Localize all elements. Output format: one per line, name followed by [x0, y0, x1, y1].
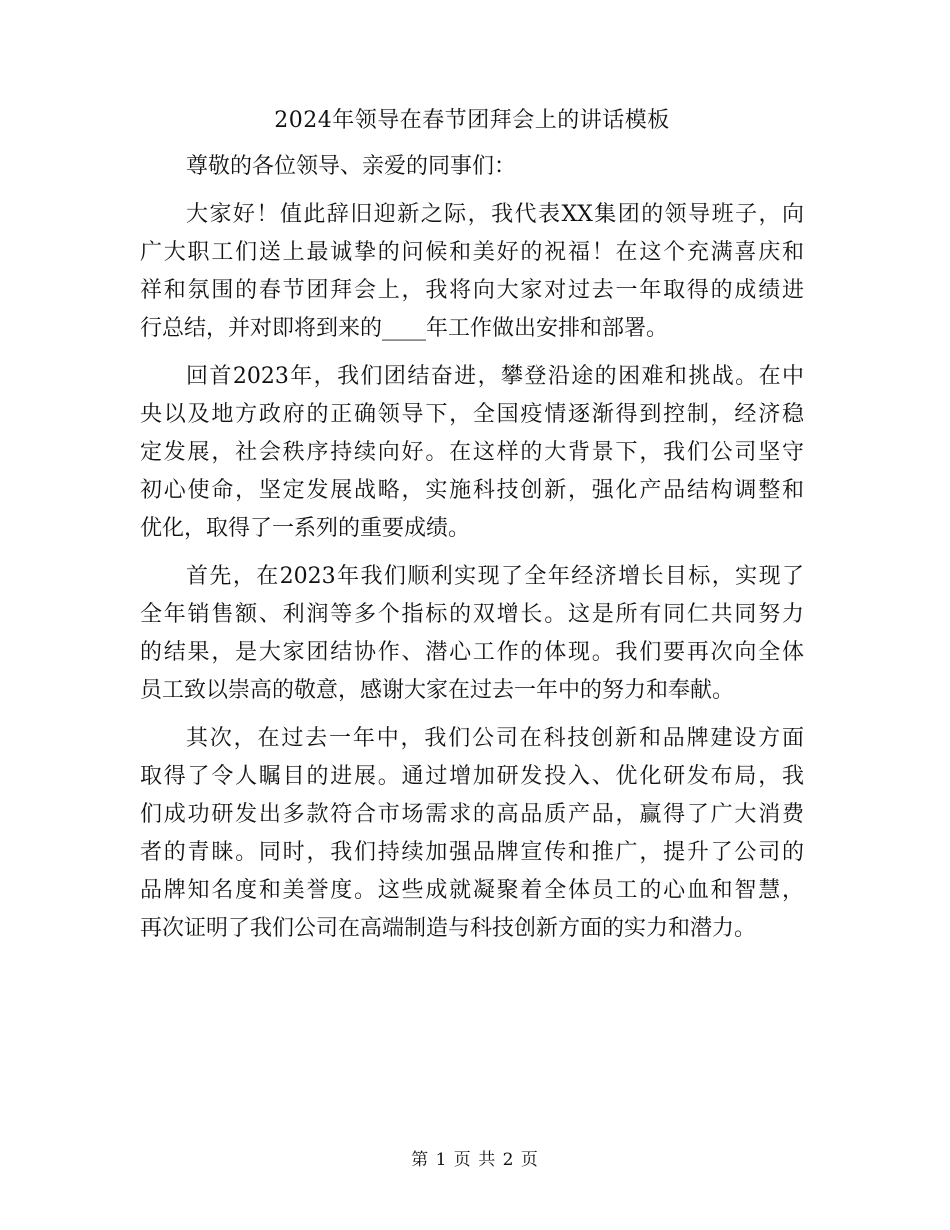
document-body [140, 100, 804, 948]
paragraph-line: 初心使命，坚定发展战略，实施科技创新，强化产品结构调整和 [140, 478, 804, 503]
paragraph-line: 其次，在过去一年中，我们公司在科技创新和品牌建设方面 [186, 726, 804, 751]
paragraph-1 [140, 186, 804, 348]
paragraph-line: 祥和氛围的春节团拜会上，我将向大家对过去一年取得的成绩进 [140, 278, 804, 303]
paragraph-line: 再次证明了我们公司在高端制造与科技创新方面的实力和潜力。 [140, 916, 757, 941]
paragraph-2 [140, 348, 804, 548]
paragraph-line: 首先，在2023年我们顺利实现了全年经济增长目标，实现了 [186, 564, 804, 589]
paragraph-line: 优化，取得了一系列的重要成绩。 [140, 516, 471, 541]
paragraph-line: 央以及地方政府的正确领导下，全国疫情逐渐得到控制，经济稳 [140, 402, 804, 427]
paragraph-line: 定发展，社会秩序持续向好。在这样的大背景下，我们公司坚守 [140, 440, 804, 465]
paragraph-line: 者的青睐。同时，我们持续加强品牌宣传和推广，提升了公司的 [140, 840, 804, 865]
page-number-footer: 第 1 页 共 2 页 [411, 1150, 539, 1170]
document-title: 2024年领导在春节团拜会上的讲话模板 [274, 108, 670, 133]
paragraph-line: 全年销售额、利润等多个指标的双增长。这是所有同仁共同努力 [140, 602, 804, 627]
paragraph-4 [140, 710, 804, 948]
salutation: 尊敬的各位领导、亲爱的同事们： [186, 154, 517, 179]
paragraph-line: 行总结，并对即将到来的____年工作做出安排和部署。 [140, 316, 669, 341]
paragraph-line: 取得了令人瞩目的进展。通过增加研发投入、优化研发布局，我 [140, 764, 804, 789]
paragraph-line: 大家好！值此辞旧迎新之际，我代表XX集团的领导班子，向 [186, 202, 804, 227]
paragraph-line: 员工致以崇高的敬意，感谢大家在过去一年中的努力和奉献。 [140, 678, 735, 703]
paragraph-line: 的结果，是大家团结协作、潜心工作的体现。我们要再次向全体 [140, 640, 804, 665]
paragraph-line: 品牌知名度和美誉度。这些成就凝聚着全体员工的心血和智慧， [140, 878, 804, 903]
paragraph-line: 们成功研发出多款符合市场需求的高品质产品，赢得了广大消费 [140, 802, 804, 827]
paragraph-line: 广大职工们送上最诚挚的问候和美好的祝福！在这个充满喜庆和 [140, 240, 804, 265]
paragraph-line: 回首2023年，我们团结奋进，攀登沿途的困难和挑战。在中 [186, 364, 804, 389]
paragraph-3 [140, 548, 804, 710]
